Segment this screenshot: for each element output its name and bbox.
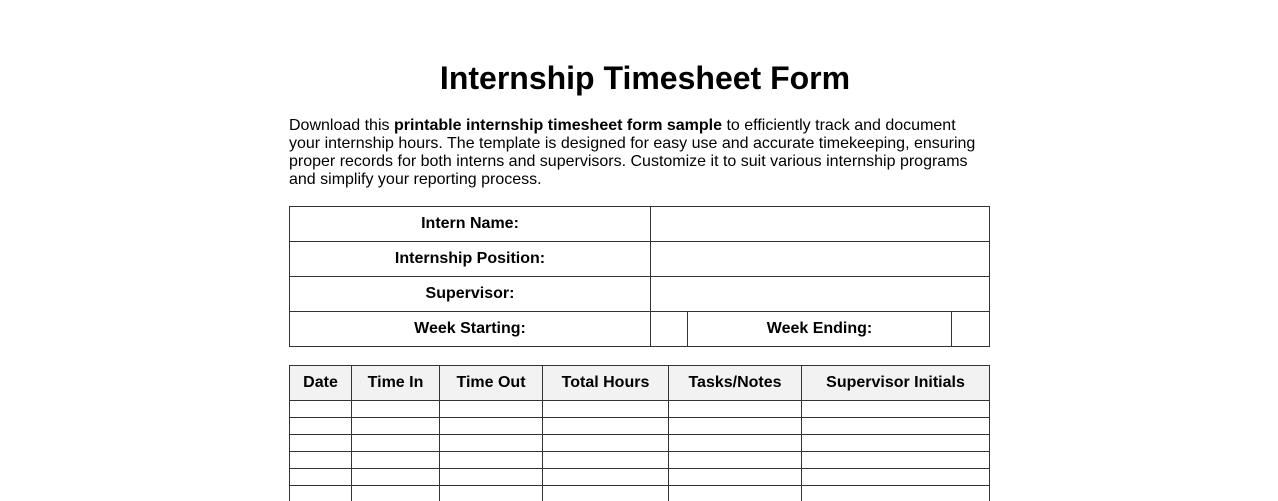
intern-name-label: Intern Name: <box>290 207 651 242</box>
intro-paragraph <box>289 117 989 189</box>
week-row <box>290 312 990 347</box>
column-header-time-out: Time Out <box>440 366 543 401</box>
log-cell-date[interactable] <box>290 401 352 418</box>
log-cell-total-hours[interactable] <box>543 401 669 418</box>
log-cell-time-out[interactable] <box>440 452 543 469</box>
intro-bold-text: printable internship timesheet form sample <box>393 117 723 134</box>
log-cell-date[interactable] <box>290 435 352 452</box>
log-cell-date[interactable] <box>290 469 352 486</box>
log-row <box>290 418 990 435</box>
internship-position-row <box>290 242 990 277</box>
intro-text-end: to efficiently track and document your internship hours. The template is designed for easy use and accurate timekeeping, ensuring proper records for both interns and supervisors. Customize it to suit various internship programs and simplify your reporting process. <box>289 117 976 188</box>
log-cell-time-out[interactable] <box>440 486 543 501</box>
supervisor-row <box>290 277 990 312</box>
supervisor-label: Supervisor: <box>290 277 651 312</box>
log-cell-tasks-notes[interactable] <box>669 418 802 435</box>
log-cell-total-hours[interactable] <box>543 452 669 469</box>
log-cell-tasks-notes[interactable] <box>669 401 802 418</box>
log-cell-supervisor-initials[interactable] <box>802 486 990 501</box>
week-starting-field[interactable] <box>651 312 688 347</box>
log-cell-time-out[interactable] <box>440 469 543 486</box>
log-row <box>290 469 990 486</box>
week-starting-label: Week Starting: <box>290 312 651 347</box>
log-cell-supervisor-initials[interactable] <box>802 469 990 486</box>
hours-log-table <box>289 365 990 501</box>
internship-position-field[interactable] <box>651 242 990 277</box>
log-row <box>290 435 990 452</box>
log-cell-time-in[interactable] <box>352 469 440 486</box>
page-title: Internship Timesheet Form <box>439 60 851 96</box>
log-row <box>290 486 990 501</box>
log-cell-time-in[interactable] <box>352 486 440 501</box>
log-cell-time-in[interactable] <box>352 452 440 469</box>
log-cell-tasks-notes[interactable] <box>669 435 802 452</box>
log-body <box>290 401 990 501</box>
log-row <box>290 452 990 469</box>
log-cell-tasks-notes[interactable] <box>669 452 802 469</box>
log-cell-date[interactable] <box>290 452 352 469</box>
log-cell-supervisor-initials[interactable] <box>802 401 990 418</box>
internship-position-label: Internship Position: <box>290 242 651 277</box>
log-cell-total-hours[interactable] <box>543 469 669 486</box>
log-cell-tasks-notes[interactable] <box>669 469 802 486</box>
log-cell-date[interactable] <box>290 418 352 435</box>
log-cell-time-in[interactable] <box>352 435 440 452</box>
log-cell-total-hours[interactable] <box>543 486 669 501</box>
log-cell-total-hours[interactable] <box>543 418 669 435</box>
log-cell-tasks-notes[interactable] <box>669 486 802 501</box>
column-header-supervisor-initials: Supervisor Initials <box>802 366 990 401</box>
intern-info-table <box>289 206 990 347</box>
log-header-row <box>290 366 990 401</box>
log-cell-time-out[interactable] <box>440 418 543 435</box>
intro-text-start: Download this <box>289 117 394 134</box>
log-cell-supervisor-initials[interactable] <box>802 452 990 469</box>
column-header-date: Date <box>290 366 352 401</box>
week-ending-label: Week Ending: <box>688 312 952 347</box>
column-header-tasks-notes: Tasks/Notes <box>669 366 802 401</box>
log-cell-supervisor-initials[interactable] <box>802 435 990 452</box>
supervisor-field[interactable] <box>651 277 990 312</box>
log-cell-date[interactable] <box>290 486 352 501</box>
intern-name-row <box>290 207 990 242</box>
log-cell-time-in[interactable] <box>352 418 440 435</box>
log-cell-time-out[interactable] <box>440 435 543 452</box>
log-cell-supervisor-initials[interactable] <box>802 418 990 435</box>
log-cell-total-hours[interactable] <box>543 435 669 452</box>
column-header-time-in: Time In <box>352 366 440 401</box>
intern-name-field[interactable] <box>651 207 990 242</box>
column-header-total-hours: Total Hours <box>543 366 669 401</box>
log-row <box>290 401 990 418</box>
log-cell-time-out[interactable] <box>440 401 543 418</box>
log-cell-time-in[interactable] <box>352 401 440 418</box>
week-ending-field[interactable] <box>952 312 990 347</box>
